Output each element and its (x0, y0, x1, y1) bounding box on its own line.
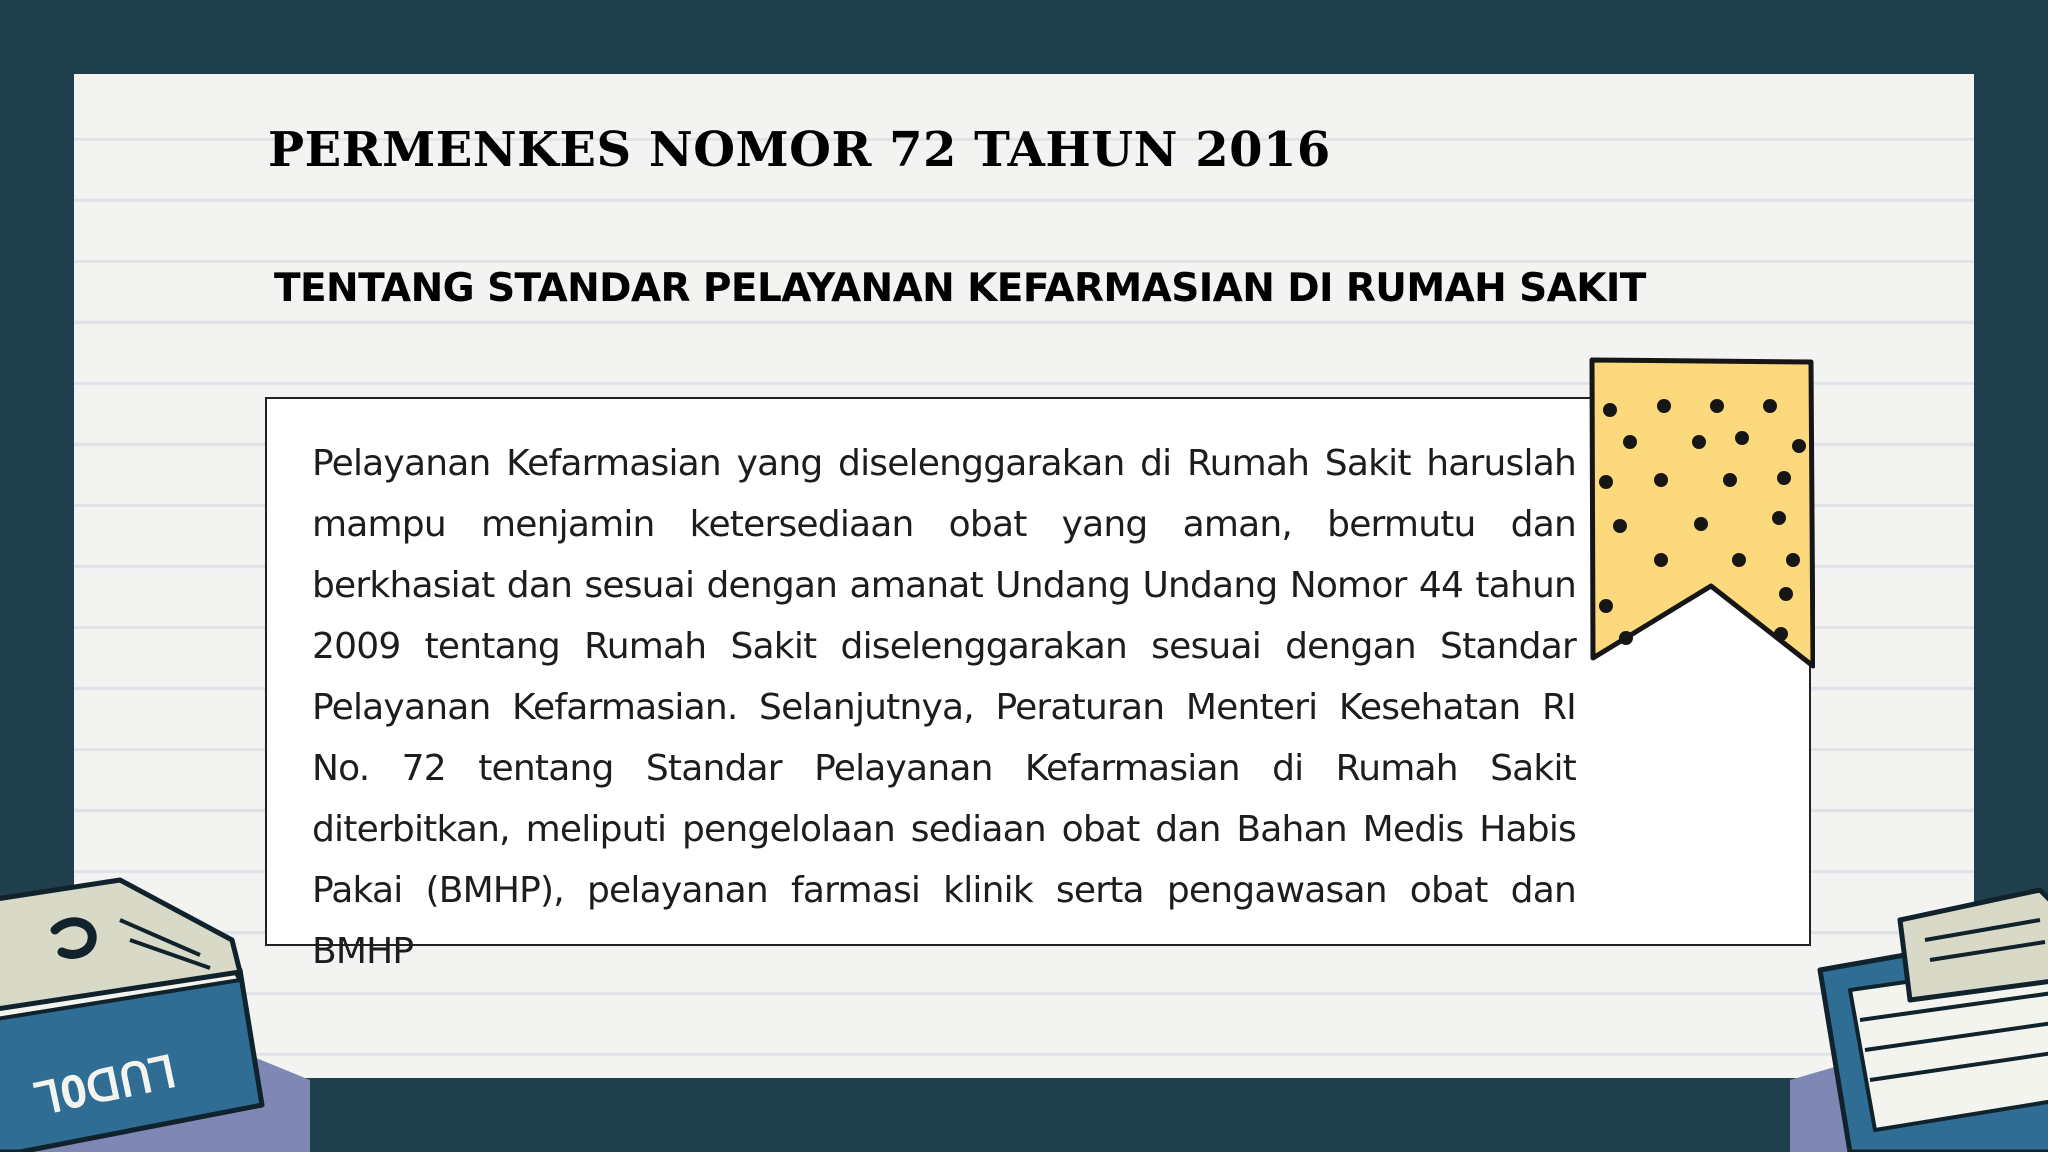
slide-title: PERMENKES NOMOR 72 TAHUN 2016 (268, 122, 1331, 178)
stacked-books-right-icon (1790, 880, 2048, 1152)
content-text-box (265, 397, 1811, 972)
stacked-books-left-icon (0, 860, 320, 1152)
body-paragraph: Pelayanan Kefarmasian yang diselenggarakan di Rumah Sakit haruslah mampu menjamin ketersediaan obat yang aman, bermutu dan berkhasiat dan sesuai dengan amanat Undang Undang Nomor 44 tahun 2009 tentang Rumah Sakit diselenggarakan sesuai dengan Standar Pelayanan Kefarmasian. Selanjutnya, Peraturan Menteri Kesehatan RI No. 72 tentang Standar Pelayanan Kefarmasian di Rumah Sakit diterbitkan, meliputi pengelolaan sediaan obat dan Bahan Medis Habis Pakai (BMHP), pelayanan farmasi klinik serta pengawasan obat dan BMHP (312, 443, 1576, 972)
bookmark-ribbon-icon (1585, 356, 1815, 674)
slide-subtitle: TENTANG STANDAR PELAYANAN KEFARMASIAN DI RUMAH SAKIT (274, 266, 1646, 311)
book-spine-label: ꓶOꓷꓵꓶ (31, 1046, 181, 1126)
